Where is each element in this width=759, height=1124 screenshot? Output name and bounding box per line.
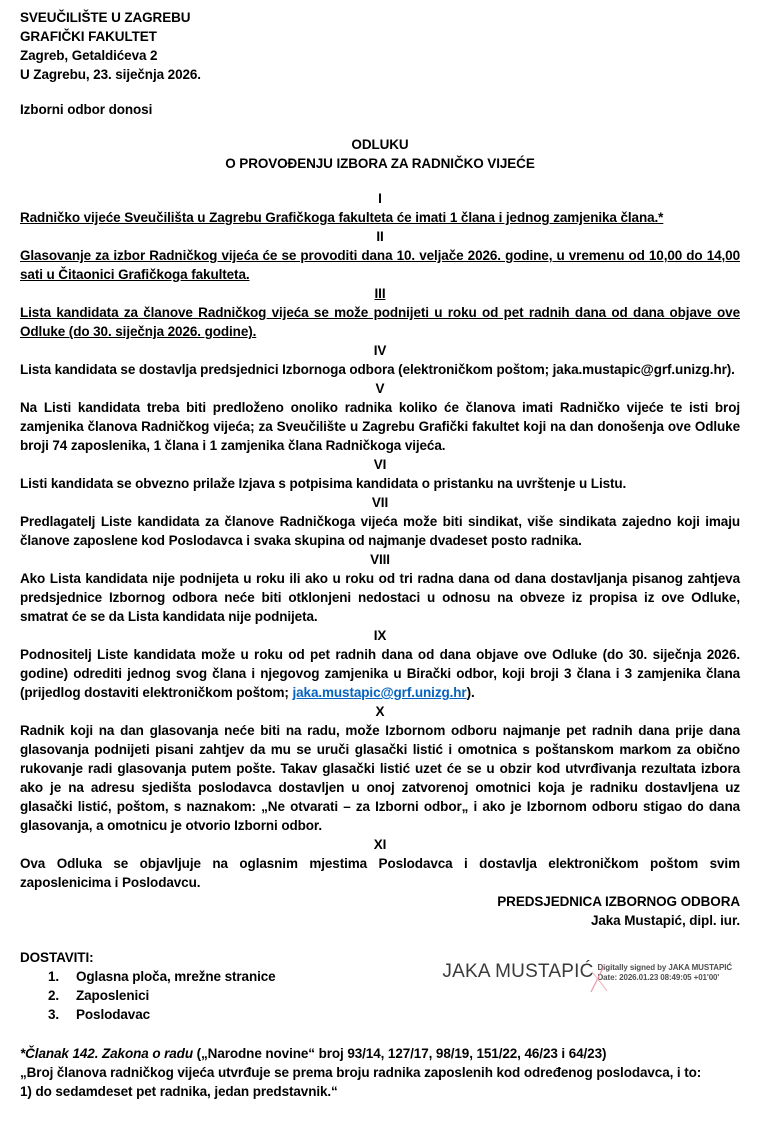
section-i: [20, 189, 740, 227]
section-numeral: IV: [373, 343, 387, 358]
distribution-list: [20, 967, 276, 1024]
signoff-role: PREDSJEDNICA IZBORNOG ODBORA: [497, 894, 740, 909]
list-item-number: 2.: [48, 988, 60, 1003]
title-line-2: O PROVOĐENJU IZBORA ZA RADNIČKO VIJEĆE: [225, 156, 535, 171]
section-iv: [20, 341, 740, 379]
distribution-label: DOSTAVITI:: [20, 950, 94, 965]
section-numeral: II: [376, 229, 384, 244]
signature-note-line2: Date: 2026.01.23 08:49:05 +01'00': [597, 973, 720, 982]
section-text: Ova Odluka se objavljuje na oglasnim mjestima Poslodavca i dostavlja elektroničkom poštom svim zaposlenicima i Poslodavcu.: [20, 856, 740, 890]
section-viii: [20, 550, 740, 626]
distribution-block: [20, 948, 276, 1024]
place-date-line: U Zagrebu, 23. siječnja 2026.: [20, 67, 201, 82]
list-item-number: 3.: [48, 1007, 60, 1022]
digital-signature-block: [442, 961, 732, 983]
section-text: Na Listi kandidata treba biti predloženo onoliko radnika koliko će članova imati Radničko vijeće te isti broj zamjenika članova Radničkog vijeća; za Sveučilište u Zagrebu Grafički fakultet koji na dan donošenja ove Odluke broji 74 zaposlenika, 1 člana i 1 zamjenika člana Radničkoga vijeća.: [20, 400, 740, 453]
bottom-row: [20, 948, 740, 1024]
institution-name: SVEUČILIŠTE U ZAGREBU: [20, 10, 191, 25]
address-line: Zagreb, Getaldićeva 2: [20, 48, 158, 63]
decision-sections: [20, 189, 740, 892]
section-ii: [20, 227, 740, 284]
section-iii: [20, 284, 740, 341]
signature-name: JAKA MUSTAPIĆ: [442, 961, 593, 983]
list-item: [20, 967, 276, 986]
section-text: Radnik koji na dan glasovanja neće biti na radu, može Izbornom odboru najmanje pet radnih dana prije dana glasovanja podnijeti pisani zahtjev da mu se uruči glasački listić i omotnica s poštanskom markom za obično rukovanje radi glasovanja putem pošte. Takav glasački listić uzet će se u obzir kod utvrđivanja rezultata izbora ako je na adresu sjedišta poslodavca dostavljen u onoj zatvorenoj omotnici koja je radniku dostavljena uz glasački listić, poštom, s naznakom: „Ne otvarati – za Izborni odbor„ i ako je Izbornom odboru stigao do dana glasovanja, a omotnicu je otvorio Izborni odbor.: [20, 723, 740, 833]
footnote-quote-line2: 1) do sedamdeset pet radnika, jedan predstavnik.“: [20, 1084, 338, 1099]
section-numeral: I: [378, 191, 382, 206]
intro-line: Izborni odbor donosi: [20, 102, 153, 117]
section-numeral: VI: [373, 457, 387, 472]
section-text: Listi kandidata se obvezno prilaže Izjava s potpisima kandidata o pristanku na uvrštenje u Listu.: [20, 476, 627, 491]
signature-note-line1: Digitally signed by JAKA MUSTAPIĆ: [597, 963, 732, 972]
section-text: Ako Lista kandidata nije podnijeta u roku ili ako u roku od tri radna dana od dana dostavljanja pisanog zahtjeva predsjednice Izbornog odbora neće biti otklonjeni nedostaci u odnosu na obveze iz propisa iz ove Odluke, smatrat će se da Lista kandidata nije podnijeta.: [20, 571, 740, 624]
footnote-reference: *Članak 142. Zakona o radu („Narodne novine“ broj 93/14, 127/17, 98/19, 151/22, 46/23 i 64/23): [20, 1046, 607, 1061]
section-v: [20, 379, 740, 455]
section-numeral: V: [375, 381, 385, 396]
section-numeral: VII: [371, 495, 389, 510]
section-numeral: VIII: [370, 552, 390, 567]
letterhead: [20, 8, 740, 84]
list-item-label: Zaposlenici: [76, 988, 150, 1003]
section-x: [20, 702, 740, 835]
list-item: [20, 986, 276, 1005]
section-text: Podnositelj Liste kandidata može u roku od pet radnih dana od dana objave ove Odluke (do 30. siječnja 2026. godine) odrediti jednog svog člana i njegovog zamjenika u Birački odbor, koji broji 3 člana i 3 zamjenika člana (prijedlog dostaviti elektroničkom poštom; jaka.mustapic@grf.unizg.hr).: [20, 647, 740, 700]
faculty-name: GRAFIČKI FAKULTET: [20, 29, 157, 44]
section-text: Lista kandidata za članove Radničkog vijeća se može podnijeti u roku od pet radnih dana od dana objave ove Odluke (do 30. siječnja 2026. godine).: [20, 305, 740, 339]
signature-note: [598, 961, 733, 983]
signoff-name: Jaka Mustapić, dipl. iur.: [590, 913, 740, 928]
section-ix: [20, 626, 740, 702]
section-numeral: X: [375, 704, 385, 719]
section-numeral: XI: [373, 837, 387, 852]
section-vii: [20, 493, 740, 550]
section-numeral: III: [374, 286, 386, 301]
footnote-block: [20, 1044, 740, 1101]
signoff-block: [20, 892, 740, 930]
section-text: Lista kandidata se dostavlja predsjednici Izbornoga odbora (elektroničkom poštom; jaka.mustapic@grf.unizg.hr).: [20, 362, 735, 377]
list-item: [20, 1005, 276, 1024]
footnote-quote-line1: „Broj članova radničkog vijeća utvrđuje se prema broju radnika zaposlenih kod određenog poslodavca, i to:: [20, 1065, 702, 1080]
section-text: Predlagatelj Liste kandidata za članove Radničkoga vijeća može biti sindikat, više sindikata zajedno koji imaju članove zaposlene kod Poslodavca i svaka skupina od najmanje dvadeset posto radnika.: [20, 514, 740, 548]
section-text: Radničko vijeće Sveučilišta u Zagrebu Grafičkoga fakulteta će imati 1 člana i jednog zamjenika člana.*: [20, 210, 664, 225]
section-text: Glasovanje za izbor Radničkog vijeća će se provoditi dana 10. veljače 2026. godine, u vremenu od 10,00 do 14,00 sati u Čitaonici Grafičkoga fakulteta.: [20, 248, 740, 282]
document-title: [20, 135, 740, 173]
section-vi: [20, 455, 740, 493]
email-link[interactable]: jaka.mustapic@grf.unizg.hr: [292, 685, 467, 700]
list-item-label: Oglasna ploča, mrežne stranice: [76, 969, 276, 984]
section-xi: [20, 835, 740, 892]
title-line-1: ODLUKU: [351, 137, 409, 152]
section-numeral: IX: [373, 628, 387, 643]
list-item-number: 1.: [48, 969, 60, 984]
list-item-label: Poslodavac: [76, 1007, 151, 1022]
